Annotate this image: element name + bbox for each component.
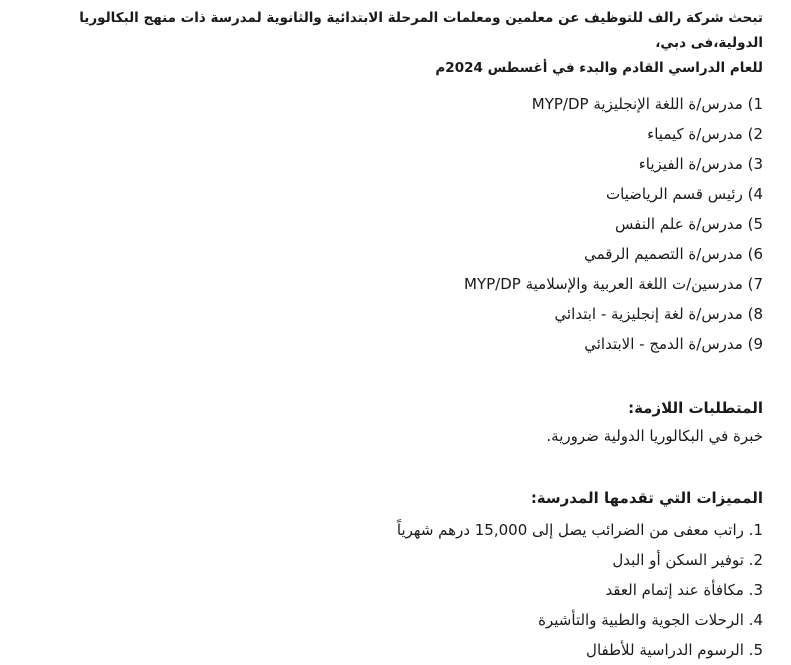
item-text: مدرس/ة كيمياء <box>647 125 743 143</box>
intro-line-2: للعام الدراسي القادم والبدء في أغسطس 2024م <box>435 60 763 76</box>
item-text: مدرس/ة الفيزياء <box>638 155 743 173</box>
item-number: 8) <box>747 305 763 323</box>
item-text: مدرسين/ت اللغة العربية والإسلامية MYP/DP <box>464 275 743 293</box>
item-text: راتب معفى من الضرائب يصل إلى 15,000 درهم شهرياً <box>396 521 744 539</box>
list-item <box>20 269 763 299</box>
item-number: 1. <box>748 521 763 539</box>
item-number: 5) <box>747 215 763 233</box>
item-text: مدرس/ة اللغة الإنجليزية MYP/DP <box>531 95 743 113</box>
item-number: 2) <box>747 125 763 143</box>
list-item <box>20 209 763 239</box>
list-item <box>20 89 763 119</box>
item-text: مدرس/ة الدمج - الابتدائي <box>584 335 743 353</box>
list-item <box>20 635 763 665</box>
list-item <box>20 545 763 575</box>
item-text: توفير السكن أو البدل <box>612 551 744 569</box>
list-item <box>20 179 763 209</box>
list-item <box>20 605 763 635</box>
list-item <box>20 239 763 269</box>
benefits-heading: المميزات التي تقدمها المدرسة: <box>530 489 763 507</box>
list-item <box>20 149 763 179</box>
list-item <box>20 515 763 545</box>
requirements-heading: المتطلبات اللازمة: <box>628 399 763 417</box>
intro-line-1: تبحث شركة رالف للتوظيف عن معلمين ومعلمات المرحلة الابتدائية والثانوية لمدرسة ذات منهج البكالوريا الدولية،فى دبي، <box>79 10 763 51</box>
item-number: 3. <box>748 581 763 599</box>
benefits-list <box>20 515 763 665</box>
item-number: 1) <box>747 95 763 113</box>
item-number: 7) <box>747 275 763 293</box>
item-text: مدرس/ة لغة إنجليزية - ابتدائي <box>554 305 743 323</box>
item-text: مكافأة عند إتمام العقد <box>605 581 744 599</box>
item-text: الرحلات الجوية والطبية والتأشيرة <box>538 611 744 629</box>
item-text: مدرس/ة علم النفس <box>615 215 743 233</box>
item-text: الرسوم الدراسية للأطفال <box>586 641 744 659</box>
item-number: 3) <box>747 155 763 173</box>
item-number: 9) <box>747 335 763 353</box>
item-number: 2. <box>748 551 763 569</box>
item-text: مدرس/ة التصميم الرقمي <box>584 245 743 263</box>
requirements-text: خبرة في البكالوريا الدولية ضرورية. <box>546 427 763 445</box>
item-number: 5. <box>748 641 763 659</box>
list-item <box>20 299 763 329</box>
list-item <box>20 329 763 359</box>
intro-paragraph <box>20 6 763 81</box>
item-number: 4) <box>747 185 763 203</box>
item-number: 6) <box>747 245 763 263</box>
list-item <box>20 575 763 605</box>
item-number: 4. <box>748 611 763 629</box>
list-item <box>20 119 763 149</box>
job-list <box>20 89 763 359</box>
item-text: رئيس قسم الرياضيات <box>605 185 743 203</box>
